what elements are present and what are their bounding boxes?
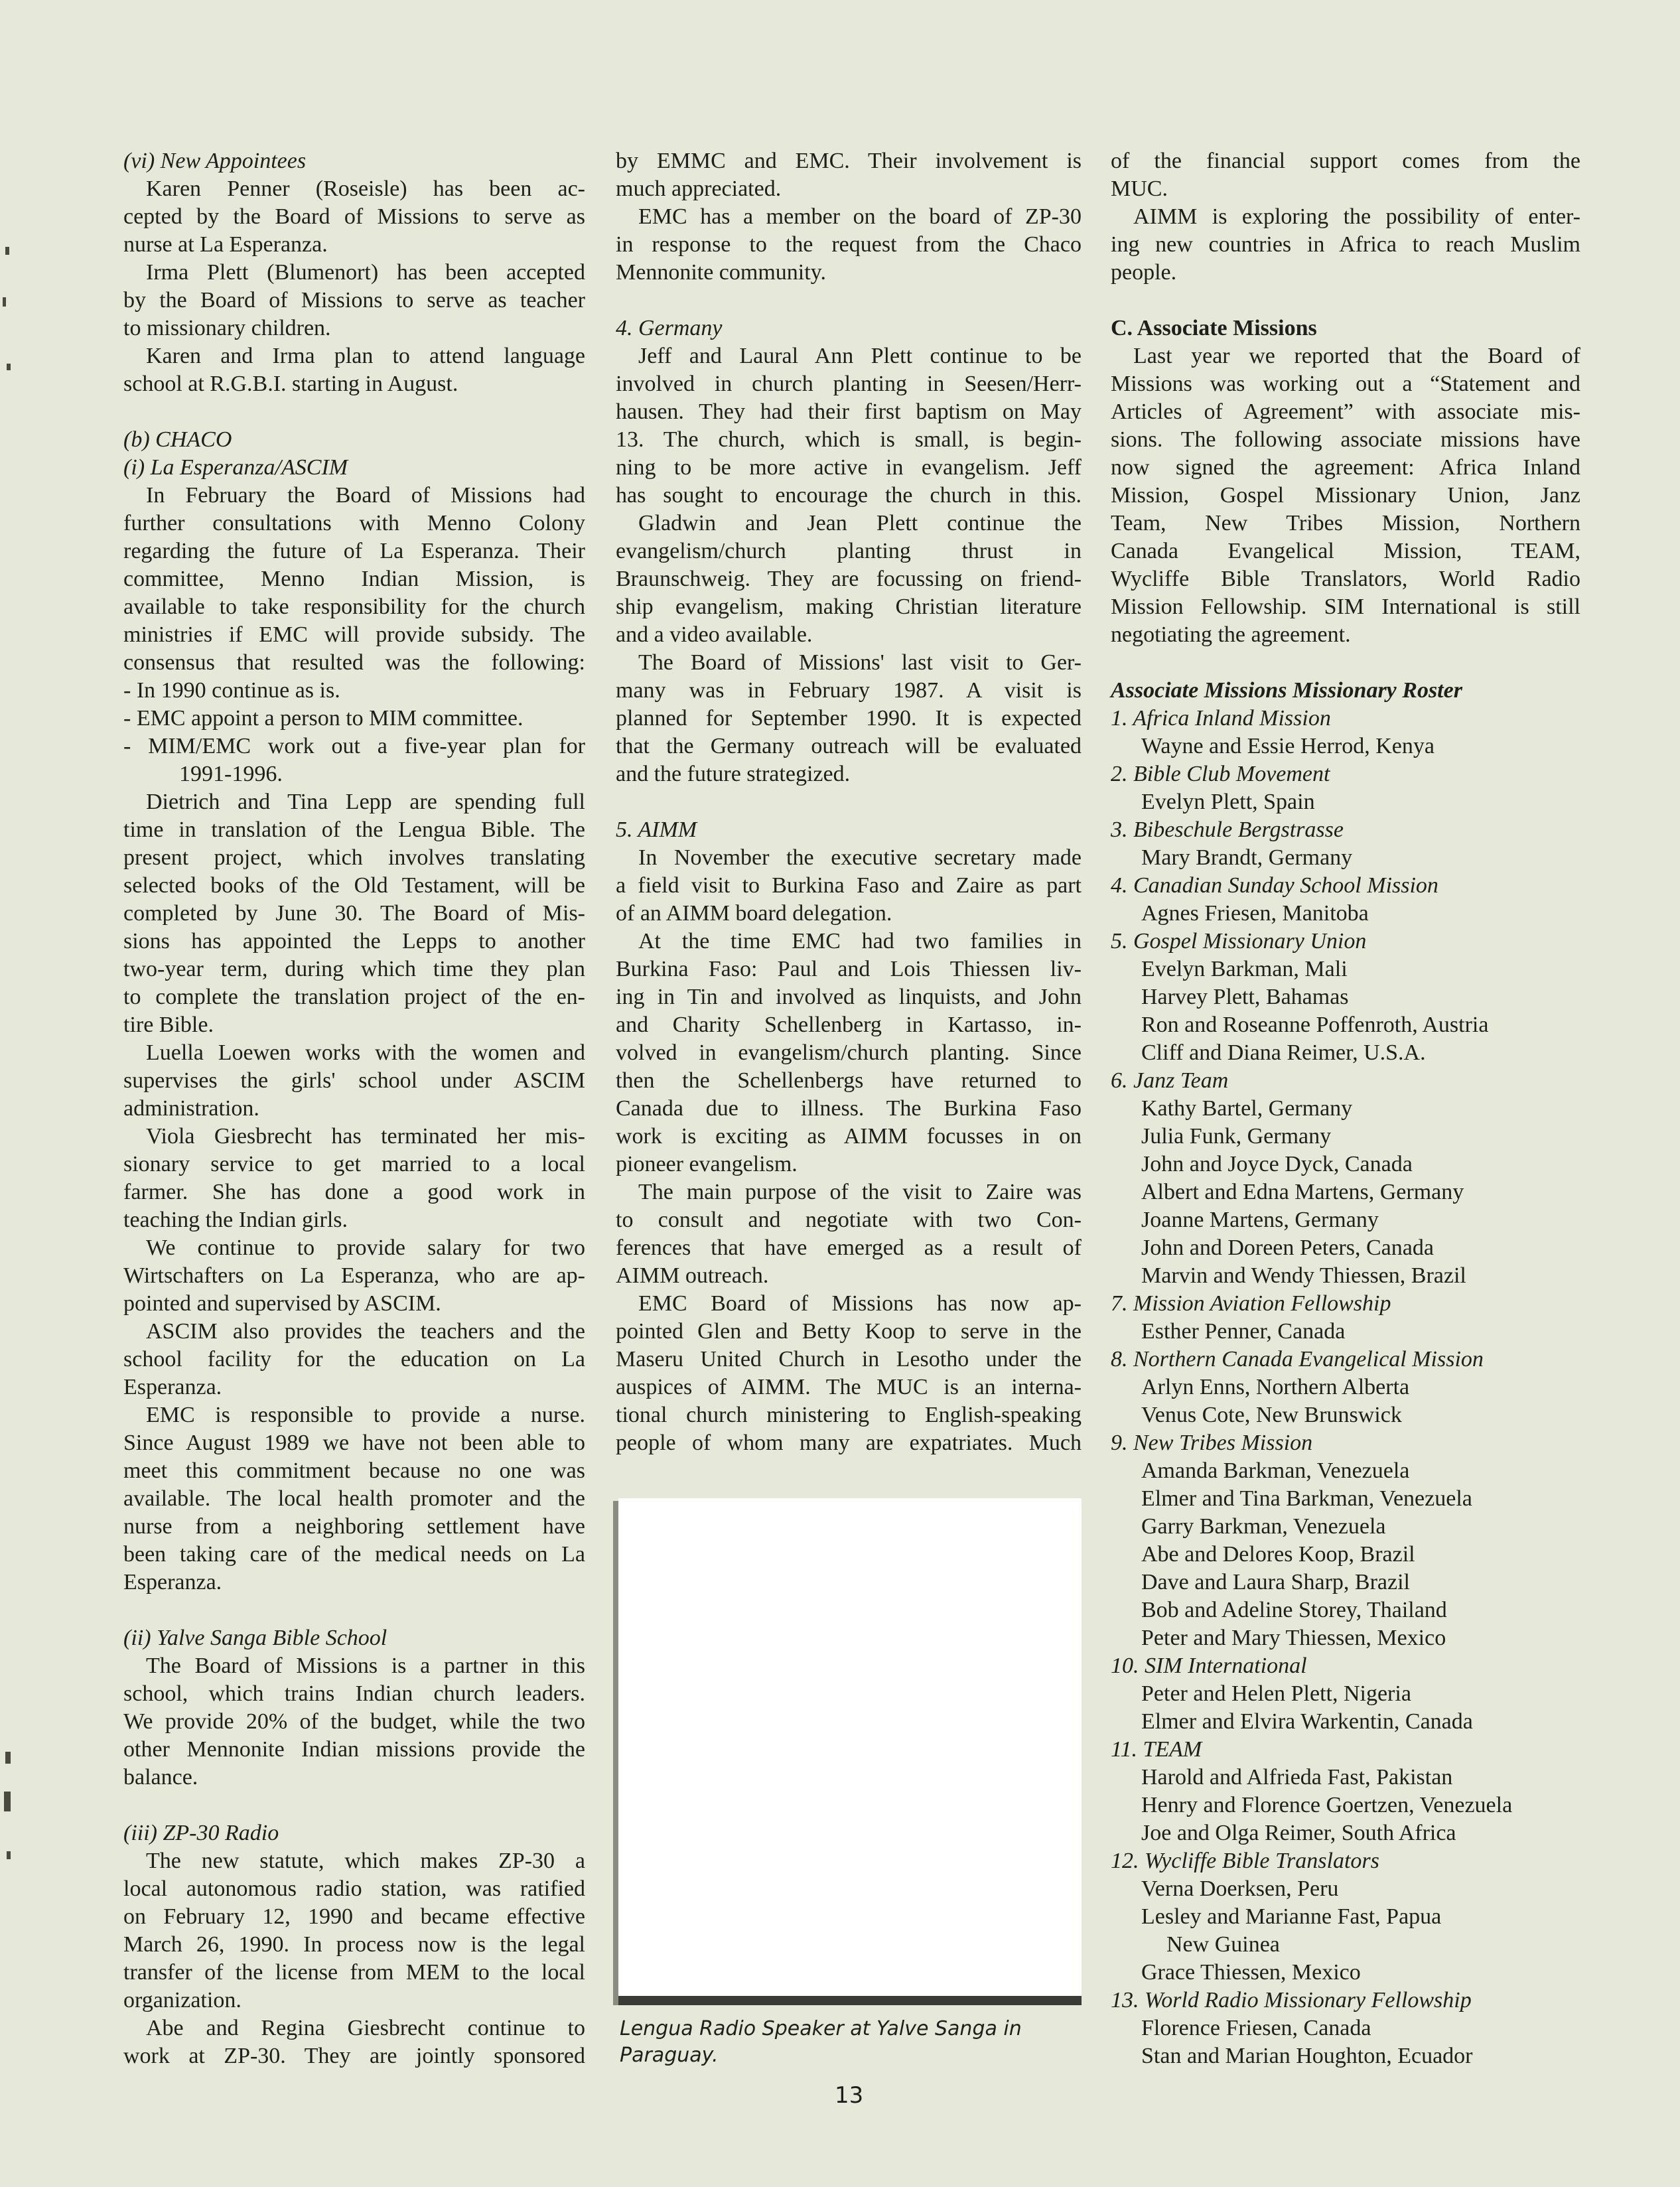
text-line: of the financial support comes from the	[1111, 149, 1580, 173]
column-left	[123, 147, 585, 2070]
text-line: a field visit to Burkina Faso and Zaire as part	[616, 873, 1082, 898]
photo-bottom-edge	[618, 1996, 1082, 2005]
text-line: Cliff and Diana Reimer, U.S.A.	[1141, 1040, 1426, 1065]
text-line: Wirtschafters on La Esperanza, who are ap-	[123, 1263, 585, 1288]
text-line: cepted by the Board of Missions to serve as	[123, 204, 585, 229]
text-line: pointed Glen and Betty Koop to serve in the	[616, 1319, 1082, 1344]
text-line: Amanda Barkman, Venezuela	[1141, 1458, 1410, 1483]
text-line: sions has appointed the Lepps to another	[123, 929, 585, 953]
text-line: Mission, Gospel Missionary Union, Janz	[1111, 483, 1580, 508]
text-line: pointed and supervised by ASCIM.	[123, 1291, 441, 1316]
text-line: Esperanza.	[123, 1375, 222, 1399]
scan-speck	[4, 1792, 11, 1811]
text-line: Braunschweig. They are focussing on friend-	[616, 567, 1082, 591]
text-line: The main purpose of the visit to Zaire was	[638, 1180, 1082, 1204]
text-line: Agnes Friesen, Manitoba	[1141, 901, 1369, 926]
text-line: Bob and Adeline Storey, Thailand	[1141, 1598, 1447, 1622]
text-line: ministries if EMC will provide subsidy. The	[123, 622, 585, 647]
text-line: Lesley and Marianne Fast, Papua	[1141, 1904, 1442, 1929]
text-line: teaching the Indian girls.	[123, 1208, 348, 1232]
text-line: - In 1990 continue as is.	[123, 678, 340, 703]
text-line: Peter and Helen Plett, Nigeria	[1141, 1681, 1411, 1706]
paragraph-gap	[1111, 649, 1580, 677]
text-line: Kathy Bartel, Germany	[1141, 1096, 1353, 1121]
text-line: sionary service to get married to a local	[123, 1152, 585, 1176]
text-line: work is exciting as AIMM focusses in on	[616, 1124, 1082, 1149]
text-line: sions. The following associate missions have	[1111, 427, 1580, 452]
section-heading: 4. Canadian Sunday School Mission	[1111, 873, 1438, 898]
text-line: Viola Giesbrecht has terminated her mis-	[146, 1124, 585, 1149]
text-line: 13. The church, which is small, is begin-	[616, 427, 1082, 452]
text-line: Marvin and Wendy Thiessen, Brazil	[1141, 1263, 1466, 1288]
text-line: two-year term, during which time they plan	[123, 957, 585, 981]
text-line: Karen Penner (Roseisle) has been ac-	[146, 176, 585, 201]
section-heading: 6. Janz Team	[1111, 1068, 1229, 1093]
text-line: Grace Thiessen, Mexico	[1141, 1960, 1361, 1985]
text-line: Joe and Olga Reimer, South Africa	[1141, 1821, 1456, 1845]
text-line: In February the Board of Missions had	[146, 483, 585, 508]
text-line: further consultations with Menno Colony	[123, 511, 585, 535]
text-line: many was in February 1987. A visit is	[616, 678, 1082, 703]
text-line: Elmer and Tina Barkman, Venezuela	[1141, 1486, 1472, 1511]
text-line: Esperanza.	[123, 1570, 222, 1594]
text-line: In November the executive secretary made	[638, 845, 1082, 870]
text-line: Ron and Roseanne Poffenroth, Austria	[1141, 1013, 1489, 1037]
text-line: EMC Board of Missions has now ap-	[638, 1291, 1082, 1316]
text-line: Florence Friesen, Canada	[1141, 2016, 1371, 2040]
text-line: nurse from a neighboring settlement have	[123, 1514, 585, 1539]
text-line: work at ZP-30. They are jointly sponsored	[123, 2044, 585, 2068]
paragraph-gap	[1111, 287, 1580, 315]
text-line: Burkina Faso: Paul and Lois Thiessen liv-	[616, 957, 1082, 981]
text-line: The Board of Missions' last visit to Ger-	[638, 650, 1082, 675]
paragraph-gap	[123, 1792, 585, 1819]
paragraph-gap	[123, 1596, 585, 1624]
scan-speck	[5, 1752, 11, 1764]
text-line: Henry and Florence Goertzen, Venezuela	[1141, 1793, 1513, 1817]
text-line: of an AIMM board delegation.	[616, 901, 892, 926]
text-line: supervises the girls' school under ASCIM	[123, 1068, 585, 1093]
text-line: Harold and Alfrieda Fast, Pakistan	[1141, 1765, 1453, 1790]
text-line: Mission Fellowship. SIM International is still	[1111, 595, 1580, 619]
text-line: by EMMC and EMC. Their involvement is	[616, 149, 1082, 173]
text-line: - EMC appoint a person to MIM committee.	[123, 706, 524, 731]
section-heading: 12. Wycliffe Bible Translators	[1111, 1849, 1379, 1873]
text-line: to complete the translation project of the en-	[123, 985, 585, 1009]
text-line: EMC is responsible to provide a nurse.	[146, 1403, 585, 1427]
text-line: tional church ministering to English-speaking	[616, 1403, 1082, 1427]
text-line: ing in Tin and involved as linquists, and John	[616, 985, 1082, 1009]
text-line: Missions was working out a “Statement and	[1111, 372, 1580, 396]
text-line: Peter and Mary Thiessen, Mexico	[1141, 1626, 1446, 1650]
text-line: Canada Evangelical Mission, TEAM,	[1111, 539, 1580, 563]
text-line: ferences that have emerged as a result of	[616, 1235, 1082, 1260]
text-line: Esther Penner, Canada	[1141, 1319, 1346, 1344]
text-line: by the Board of Missions to serve as teacher	[123, 288, 585, 313]
text-line: available to take responsibility for the church	[123, 595, 585, 619]
text-line: Abe and Delores Koop, Brazil	[1141, 1542, 1415, 1567]
text-line: We provide 20% of the budget, while the two	[123, 1709, 585, 1734]
scan-speck	[5, 247, 9, 255]
text-line: negotiating the agreement.	[1111, 622, 1351, 647]
text-line: on February 12, 1990 and became effective	[123, 1904, 585, 1929]
section-heading: (i) La Esperanza/ASCIM	[123, 455, 348, 480]
text-line: Karen and Irma plan to attend language	[146, 344, 585, 368]
paragraph-gap	[123, 398, 585, 426]
page-number: 13	[835, 2082, 864, 2109]
text-line: Maseru United Church in Lesotho under the	[616, 1347, 1082, 1372]
text-line: present project, which involves translating	[123, 845, 585, 870]
text-line: administration.	[123, 1096, 259, 1121]
text-line: Garry Barkman, Venezuela	[1141, 1514, 1386, 1539]
text-line: Gladwin and Jean Plett continue the	[638, 511, 1082, 535]
text-line: - MIM/EMC work out a five-year plan for	[123, 734, 585, 758]
text-line: has sought to encourage the church in this.	[616, 483, 1082, 508]
text-line: consensus that resulted was the following:	[123, 650, 585, 675]
section-heading: 3. Bibeschule Bergstrasse	[1111, 817, 1344, 842]
text-line: John and Doreen Peters, Canada	[1141, 1235, 1434, 1260]
photo-caption	[620, 2016, 1084, 2069]
text-line: time in translation of the Lengua Bible. The	[123, 817, 585, 842]
photo-caption-line-2: Paraguay.	[620, 2044, 719, 2067]
text-line: Evelyn Plett, Spain	[1141, 790, 1315, 814]
text-line: ing new countries in Africa to reach Muslim	[1111, 232, 1580, 257]
scan-speck	[7, 364, 11, 370]
text-line: regarding the future of La Esperanza. Their	[123, 539, 585, 563]
text-line: other Mennonite Indian missions provide the	[123, 1737, 585, 1762]
section-heading: Associate Missions Missionary Roster	[1111, 678, 1462, 703]
text-line: that the Germany outreach will be evaluated	[616, 734, 1082, 758]
text-line: AIMM is exploring the possibility of enter-	[1133, 204, 1580, 229]
text-line: Dave and Laura Sharp, Brazil	[1141, 1570, 1410, 1594]
paragraph-gap	[616, 788, 1082, 816]
text-line: nurse at La Esperanza.	[123, 232, 328, 257]
text-line: tire Bible.	[123, 1013, 214, 1037]
text-line: 1991-1996.	[179, 762, 283, 786]
text-line: Elmer and Elvira Warkentin, Canada	[1141, 1709, 1473, 1734]
text-line: Evelyn Barkman, Mali	[1141, 957, 1348, 981]
text-line: ship evangelism, making Christian literature	[616, 595, 1082, 619]
text-line: At the time EMC had two families in	[638, 929, 1082, 953]
text-line: EMC has a member on the board of ZP-30	[638, 204, 1082, 229]
text-line: in response to the request from the Chaco	[616, 232, 1082, 257]
scan-speck	[7, 1851, 11, 1859]
text-line: Last year we reported that the Board of	[1133, 344, 1580, 368]
section-heading: (b) CHACO	[123, 427, 232, 452]
text-line: people.	[1111, 260, 1177, 285]
text-line: and the future strategized.	[616, 762, 851, 786]
text-line: planned for September 1990. It is expected	[616, 706, 1082, 731]
text-line: Wayne and Essie Herrod, Kenya	[1141, 734, 1435, 758]
section-heading: 13. World Radio Missionary Fellowship	[1111, 1988, 1472, 2012]
section-heading: C. Associate Missions	[1111, 316, 1317, 340]
paragraph-gap	[616, 287, 1082, 315]
text-line: AIMM outreach.	[616, 1263, 769, 1288]
text-line: farmer. She has done a good work in	[123, 1180, 585, 1204]
text-line: pioneer evangelism.	[616, 1152, 798, 1176]
text-line: balance.	[123, 1765, 198, 1790]
photo-caption-line-1: Lengua Radio Speaker at Yalve Sanga in	[620, 2017, 1022, 2040]
text-line: The new statute, which makes ZP-30 a	[146, 1849, 585, 1873]
text-line: Joanne Martens, Germany	[1141, 1208, 1379, 1232]
text-line: transfer of the license from MEM to the local	[123, 1960, 585, 1985]
text-line: Harvey Plett, Bahamas	[1141, 985, 1349, 1009]
section-heading: 2. Bible Club Movement	[1111, 762, 1330, 786]
section-heading: (iii) ZP-30 Radio	[123, 1821, 279, 1845]
text-line: hausen. They had their first baptism on May	[616, 399, 1082, 424]
text-line: Articles of Agreement” with associate mis-	[1111, 399, 1580, 424]
text-line: and a video available.	[616, 622, 813, 647]
text-line: Wycliffe Bible Translators, World Radio	[1111, 567, 1580, 591]
text-line: auspices of AIMM. The MUC is an interna-	[616, 1375, 1082, 1399]
column-right	[1111, 147, 1580, 2070]
text-line: much appreciated.	[616, 176, 782, 201]
text-line: people of whom many are expatriates. Much	[616, 1431, 1082, 1455]
text-line: Venus Cote, New Brunswick	[1141, 1403, 1402, 1427]
text-line: MUC.	[1111, 176, 1168, 201]
text-line: Irma Plett (Blumenort) has been accepted	[146, 260, 585, 285]
text-line: and Charity Schellenberg in Kartasso, in-	[616, 1013, 1082, 1037]
column-middle	[616, 147, 1082, 1457]
section-heading: 5. Gospel Missionary Union	[1111, 929, 1367, 953]
section-heading: 10. SIM International	[1111, 1654, 1307, 1678]
text-line: school at R.G.B.I. starting in August.	[123, 372, 458, 396]
text-line: Dietrich and Tina Lepp are spending full	[146, 790, 585, 814]
section-heading: (ii) Yalve Sanga Bible School	[123, 1626, 387, 1650]
text-line: now signed the agreement: Africa Inland	[1111, 455, 1580, 480]
text-line: to consult and negotiate with two Con-	[616, 1208, 1082, 1232]
text-line: Stan and Marian Houghton, Ecuador	[1141, 2044, 1473, 2068]
text-line: Jeff and Laural Ann Plett continue to be	[638, 344, 1082, 368]
text-line: volved in evangelism/church planting. Since	[616, 1040, 1082, 1065]
text-line: Since August 1989 we have not been able to	[123, 1431, 585, 1455]
text-line: available. The local health promoter and the	[123, 1486, 585, 1511]
scan-speck	[3, 297, 6, 307]
text-line: organization.	[123, 1988, 242, 2012]
text-line: involved in church planting in Seesen/Herr-	[616, 372, 1082, 396]
text-line: Verna Doerksen, Peru	[1141, 1876, 1339, 1901]
text-line: local autonomous radio station, was ratified	[123, 1876, 585, 1901]
section-heading: 8. Northern Canada Evangelical Mission	[1111, 1347, 1484, 1372]
text-line: ASCIM also provides the teachers and the	[146, 1319, 585, 1344]
text-line: Abe and Regina Giesbrecht continue to	[146, 2016, 585, 2040]
section-heading: 4. Germany	[616, 316, 723, 340]
text-line: school, which trains Indian church leaders.	[123, 1681, 585, 1706]
text-line: New Guinea	[1166, 1932, 1280, 1957]
text-line: school facility for the education on La	[123, 1347, 585, 1372]
text-line: evangelism/church planting thrust in	[616, 539, 1082, 563]
text-line: Arlyn Enns, Northern Alberta	[1141, 1375, 1410, 1399]
text-line: ning to be more active in evangelism. Jeff	[616, 455, 1082, 480]
text-line: been taking care of the medical needs on La	[123, 1542, 585, 1567]
photo-shadow	[613, 1501, 618, 2005]
text-line: Luella Loewen works with the women and	[146, 1040, 585, 1065]
text-line: completed by June 30. The Board of Mis-	[123, 901, 585, 926]
text-line: to missionary children.	[123, 316, 331, 340]
text-line: Team, New Tribes Mission, Northern	[1111, 511, 1580, 535]
text-line: Mennonite community.	[616, 260, 826, 285]
text-line: Canada due to illness. The Burkina Faso	[616, 1096, 1082, 1121]
text-line: We continue to provide salary for two	[146, 1235, 585, 1260]
text-line: Julia Funk, Germany	[1141, 1124, 1332, 1149]
section-heading: 1. Africa Inland Mission	[1111, 706, 1331, 731]
text-line: John and Joyce Dyck, Canada	[1141, 1152, 1413, 1176]
text-line: meet this commitment because no one was	[123, 1458, 585, 1483]
text-line: committee, Menno Indian Mission, is	[123, 567, 585, 591]
photo-placeholder	[618, 1498, 1082, 1996]
section-heading: 11. TEAM	[1111, 1737, 1202, 1762]
section-heading: (vi) New Appointees	[123, 149, 307, 173]
text-line: selected books of the Old Testament, will be	[123, 873, 585, 898]
section-heading: 9. New Tribes Mission	[1111, 1431, 1313, 1455]
text-line: The Board of Missions is a partner in this	[146, 1654, 585, 1678]
text-line: Mary Brandt, Germany	[1141, 845, 1353, 870]
text-line: Albert and Edna Martens, Germany	[1141, 1180, 1464, 1204]
text-line: then the Schellenbergs have returned to	[616, 1068, 1082, 1093]
section-heading: 5. AIMM	[616, 817, 697, 842]
section-heading: 7. Mission Aviation Fellowship	[1111, 1291, 1391, 1316]
text-line: March 26, 1990. In process now is the legal	[123, 1932, 585, 1957]
